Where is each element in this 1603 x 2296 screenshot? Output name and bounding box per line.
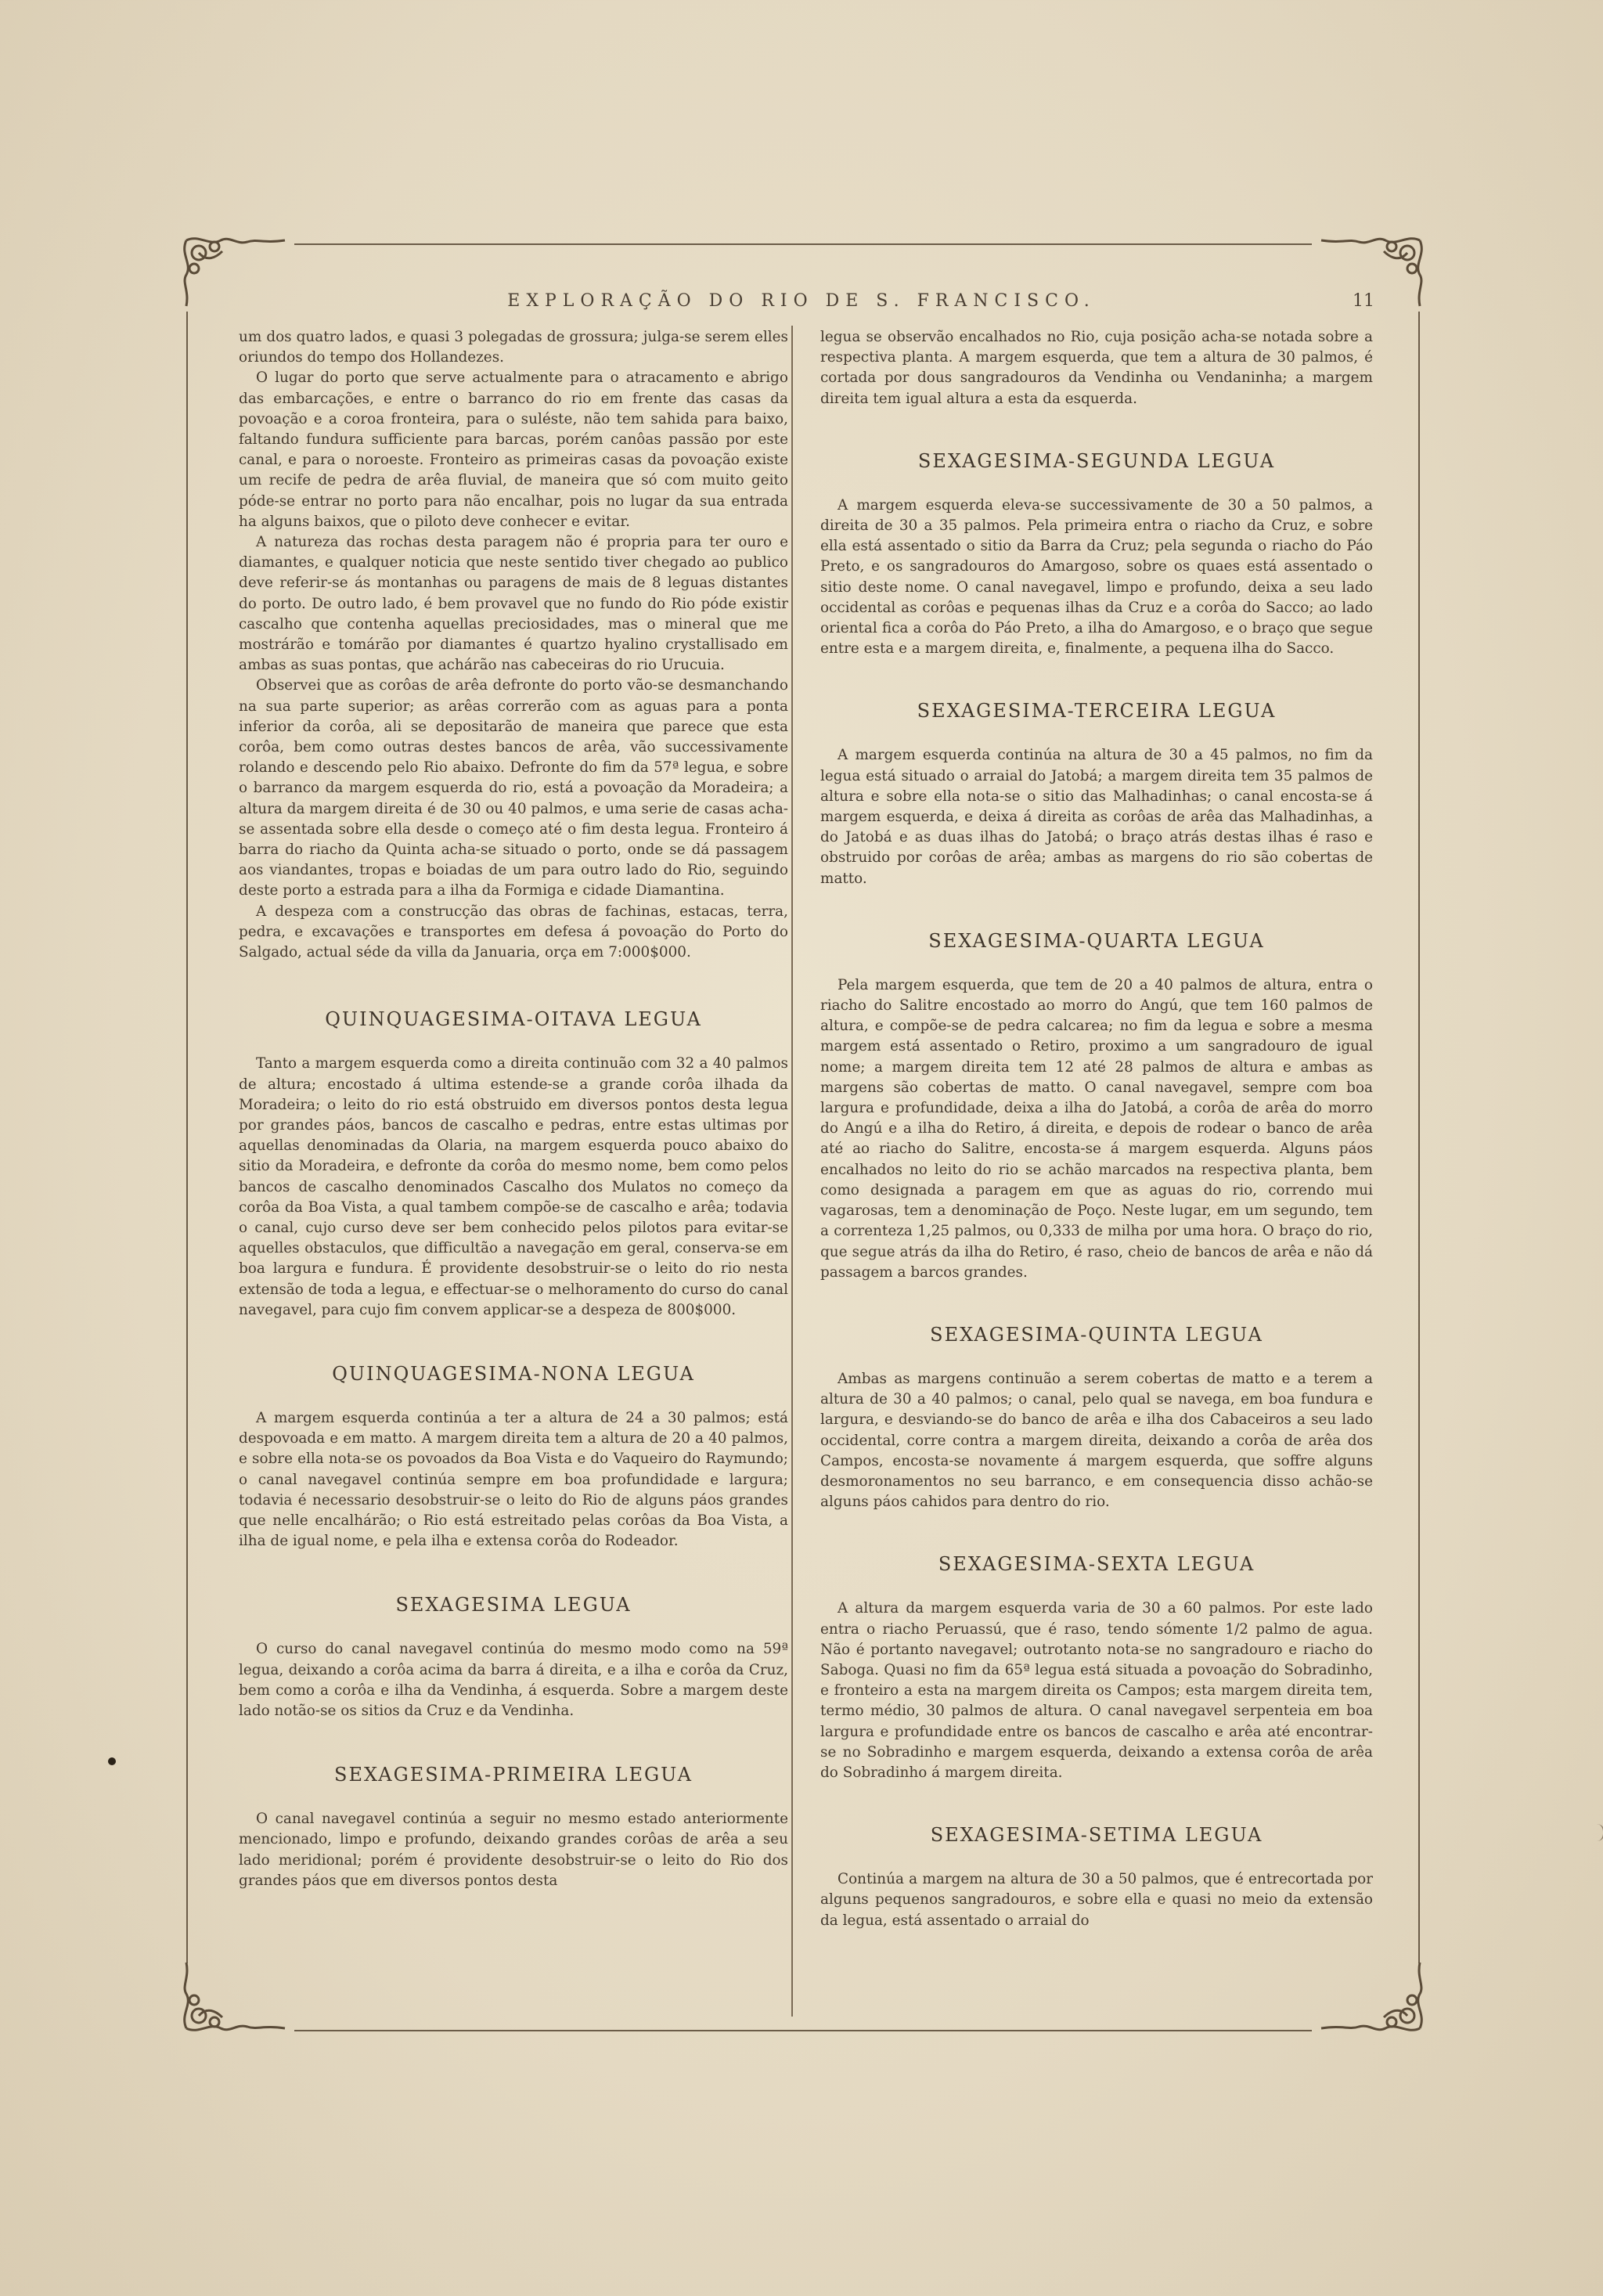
- section-heading: SEXAGESIMA-SEXTA LEGUA: [938, 1553, 1255, 1576]
- corner-ornament-icon: [1313, 1959, 1431, 2038]
- page-number: 11: [1353, 291, 1374, 311]
- column-divider: [791, 326, 793, 2017]
- section-heading: SEXAGESIMA-PRIMEIRA LEGUA: [334, 1764, 693, 1786]
- paragraph: A margem esquerda eleva-se successivamente de 30 a 50 palmos, a direita de 30 a 35 palmos. Pela primeira entra o riacho da Cruz, e sobre ella está assentado o sitio da Barra da Cruz; pela segunda o riacho do Páo Preto, e os sangradouros do Amargoso, sobre os quaes está assentado o sitio deste nome. O canal navegavel, limpo e profundo, deixa a seu lado occidental as corôas e pequenas ilhas da Cruz e a corôa do Sacco; ao lado oriental fica a corôa do Páo Preto, a ilha do Amargoso, e o braço que segue entre esta e a margem direita, e, finalmente, a pequena ilha do Sacco.: [820, 496, 1373, 658]
- section-heading: QUINQUAGESIMA-OITAVA LEGUA: [325, 1008, 702, 1031]
- paragraph: O curso do canal navegavel continúa do mesmo modo como na 59ª legua, deixando a corôa acima da barra á direita, e a ilha e corôa da Cruz, bem como a corôa e ilha da Vendinha, á esquerda. Sobre a margem deste lado notão-se os sitios da Cruz e da Vendinha.: [239, 1641, 788, 1719]
- paragraph: A despeza com a construcção das obras de fachinas, estacas, terra, pedra, e excavações e transportes em defesa á povoação do Porto do Salgado, actual séde da villa da Januaria, orça em 7:000$000.: [239, 903, 788, 961]
- page-edge-mark: [1597, 1824, 1603, 1841]
- corner-ornament-icon: [175, 1959, 293, 2038]
- paragraph: O lugar do porto que serve actualmente para o atracamento e abrigo das embarcações, e entre o barranco do rio em frente das casas da povoação e a coroa fronteira, para o suléste, não tem sahida para baixo, faltando fundura sufficiente para barcas, porém canôas passão por este canal, e para o noroeste. Fronteiro as primeiras casas da povoação existe um recife de pedra de arêa fluvial, de maneira que só com muito geito póde-se entrar no porto para não encalhar, pois no lugar da sua entrada ha alguns baixos, que o piloto deve conhecer e evitar.: [239, 369, 788, 530]
- paragraph: Ambas as margens continuão a serem cobertas de matto e a terem a altura de 30 a 40 palmos; o canal, pelo qual se navega, em boa fundura e largura, e desviando-se do banco de arêa e ilha dos Cabaceiros a seu lado occidental, corre contra a margem direita, deixando a corôa de arêa dos Campos, encosta-se novamente á margem esquerda, que soffre alguns desmoronamentos no seu barranco, e em consequencia disso achão-se alguns páos cahidos para dentro do rio.: [820, 1370, 1373, 1511]
- section-heading: SEXAGESIMA-QUINTA LEGUA: [930, 1323, 1263, 1346]
- section-heading: SEXAGESIMA-QUARTA LEGUA: [928, 929, 1265, 952]
- paragraph: Observei que as corôas de arêa defronte do porto vão-se desmanchando na sua parte superior; as arêas correrão com as aguas para a ponta inferior da corôa, ali se depositarão de maneira que parece que esta corôa, bem como outras destes bancos de arêa, vão successivamente rolando e descendo pelo Rio abaixo. Defronte do fim da 57ª legua, e sobre o barranco da margem esquerda do rio, está a povoação da Moradeira; a altura da margem direita é de 30 ou 40 palmos, e uma serie de casas acha-se assentada sobre ella desde o começo até o fim desta legua. Fronteiro á barra do riacho da Quinta acha-se situado o porto, onde se dá passagem aos viandantes, tropas e boiadas de um para outro lado do Rio, seguindo deste porto a estrada para a ilha da Formiga e cidade Diamantina.: [239, 677, 788, 899]
- paragraph: A altura da margem esquerda varia de 30 a 60 palmos. Por este lado entra o riacho Peruassú, que é raso, tendo sómente 1/2 palmo de agua. Não é portanto navegavel; outrotanto nota-se no sangradouro e riacho do Saboga. Quasi no fim da 65ª legua está situada a povoação do Sobradinho, e fronteiro a esta na margem direita os Campos; esta margem direita tem, termo médio, 30 palmos de altura. O canal navegavel serpenteia em boa largura e profundidade entre os bancos de cascalho e arêa até encontrar-se no Sobradinho e margem esquerda, deixando a extensa corôa de arêa do Sobradinho á margem direita.: [820, 1600, 1373, 1781]
- paragraph: Continúa a margem na altura de 30 a 50 palmos, que é entrecortada por alguns pequenos sangradouros, e sobre ella e quasi no meio da extensão da legua, está assentado o arraial do: [820, 1871, 1373, 1929]
- border-rule-left: [186, 312, 188, 1963]
- right-column: [820, 327, 1373, 1931]
- border-rule-top: [294, 243, 1312, 245]
- border-rule-bottom: [294, 2030, 1312, 2031]
- paragraph: A margem esquerda continúa a ter a altura de 24 a 30 palmos; está despovoada e em matto. A margem direita tem a altura de 20 a 40 palmos, e sobre ella nota-se os povoados da Boa Vista e do Vaqueiro do Raymundo; o canal navegavel continúa sempre em boa profundidade e largura; todavia é necessario desobstruir-se o leito do Rio de alguns páos grandes que nelle encalhárão; o Rio está estreitado pelas corôas da Boa Vista, a ilha de igual nome, e pela ilha e extensa corôa do Rodeador.: [239, 1409, 788, 1550]
- ink-spot: [108, 1757, 116, 1765]
- section-heading: SEXAGESIMA LEGUA: [395, 1594, 632, 1617]
- running-title: EXPLORAÇÃO DO RIO DE S. FRANCISCO.: [507, 291, 1096, 311]
- paragraph: A natureza das rochas desta paragem não é propria para ter ouro e diamantes, e qualquer noticia que neste sentido tiver chegado ao publico deve referir-se ás montanhas ou paragens de mais de 8 leguas distantes do porto. De outro lado, é bem provavel que no fundo do Rio póde existir cascalho que contenha aquellas preciosidades, mas o mineral que me mostrárão e tomárão por diamantes é quartzo hyalino crystallisado em ambas as suas pontas, que achárão nas cabeceiras do rio Urucuia.: [239, 534, 788, 674]
- paragraph: Tanto a margem esquerda como a direita continuão com 32 a 40 palmos de altura; encostado á ultima estende-se a grande corôa ilhada da Moradeira; o leito do rio está obstruido em diversos pontos desta legua por grandes páos, bancos de cascalho e pedras, entre estas ultimas por aquellas denominadas da Olaria, na margem esquerda pouco abaixo do sitio da Moradeira, e defronte da corôa do mesmo nome, bem como pelos bancos de cascalho denominados Cascalho dos Mulatos no começo da corôa da Boa Vista, a qual tambem compõe-se de cascalho e arêa; todavia o canal, cujo curso deve ser bem conhecido pelos pilotos para evitar-se aquelles obstaculos, que difficultão a navegação em geral, conserva-se em boa largura e fundura. É providente desobstruir-se o leito do rio nesta extensão de toda a legua, e effectuar-se o melhoramento do curso do canal navegavel, para cujo fim convem applicar-se a despeza de 800$000.: [239, 1055, 788, 1318]
- border-rule-right: [1418, 312, 1420, 1963]
- paragraph: Pela margem esquerda, que tem de 20 a 40 palmos de altura, entra o riacho do Salitre encostado ao morro do Angú, que tem 160 palmos de altura, e compõe-se de pedra calcarea; no fim da legua e sobre a mesma margem está assentado o Retiro, proximo a um sangradouro de igual nome; a margem direita tem 12 até 28 palmos de altura e ambas as margens são cobertas de matto. O canal navegavel, sempre com boa largura e profundidade, deixa a ilha do Jatobá, a corôa de arêa do morro do Angú e a ilha do Retiro, á direita, e depois de rodear o banco de arêa até ao riacho do Salitre, encosta-se á margem esquerda. Alguns páos encalhados no leito do rio se achão marcados na respectiva planta, bem como designada a paragem em que as aguas do rio, correndo mui vagarosas, tem a denominação de Poço. Neste lugar, em um segundo, tem a correnteza 1,25 palmos, ou 0,333 de milha por uma hora. O braço do rio, que segue atrás da ilha do Retiro, é raso, cheio de bancos de arêa e não dá passagem a barcos grandes.: [820, 976, 1373, 1281]
- paragraph: um dos quatro lados, e quasi 3 polegadas de grossura; julga-se serem elles oriundos do tempo dos Hollandezes.: [239, 329, 788, 366]
- section-heading: SEXAGESIMA-SEGUNDA LEGUA: [917, 449, 1276, 472]
- paragraph: legua se observão encalhados no Rio, cuja posição acha-se notada sobre a respectiva planta. A margem esquerda, que tem a altura de 30 palmos, é cortada por dous sangradouros da Vendinha ou Vendaninha; a margem direita tem igual altura a esta da esquerda.: [820, 329, 1373, 407]
- paragraph: A margem esquerda continúa na altura de 30 a 45 palmos, no fim da legua está situado o arraial do Jatobá; a margem direita tem 35 palmos de altura e sobre ella nota-se o sitio das Malhadinhas; o canal encosta-se á margem esquerda, e deixa á direita as corôas de arêa das Malhadinhas, a do Jatobá e as duas ilhas do Jatobá; o braço atrás destas ilhas é raso e obstruido por corôas de arêa; ambas as margens do rio são cobertas de matto.: [820, 747, 1373, 887]
- left-column: [239, 327, 788, 1891]
- paragraph: O canal navegavel continúa a seguir no mesmo estado anteriormente mencionado, limpo e profundo, deixando grandes corôas de arêa a seu lado meridional; porém é providente desobstruir-se o leito do Rio dos grandes páos que em diversos pontos desta: [239, 1811, 788, 1889]
- section-heading: SEXAGESIMA-TERCEIRA LEGUA: [917, 700, 1277, 723]
- section-heading: QUINQUAGESIMA-NONA LEGUA: [332, 1362, 695, 1385]
- section-heading: SEXAGESIMA-SETIMA LEGUA: [930, 1824, 1263, 1847]
